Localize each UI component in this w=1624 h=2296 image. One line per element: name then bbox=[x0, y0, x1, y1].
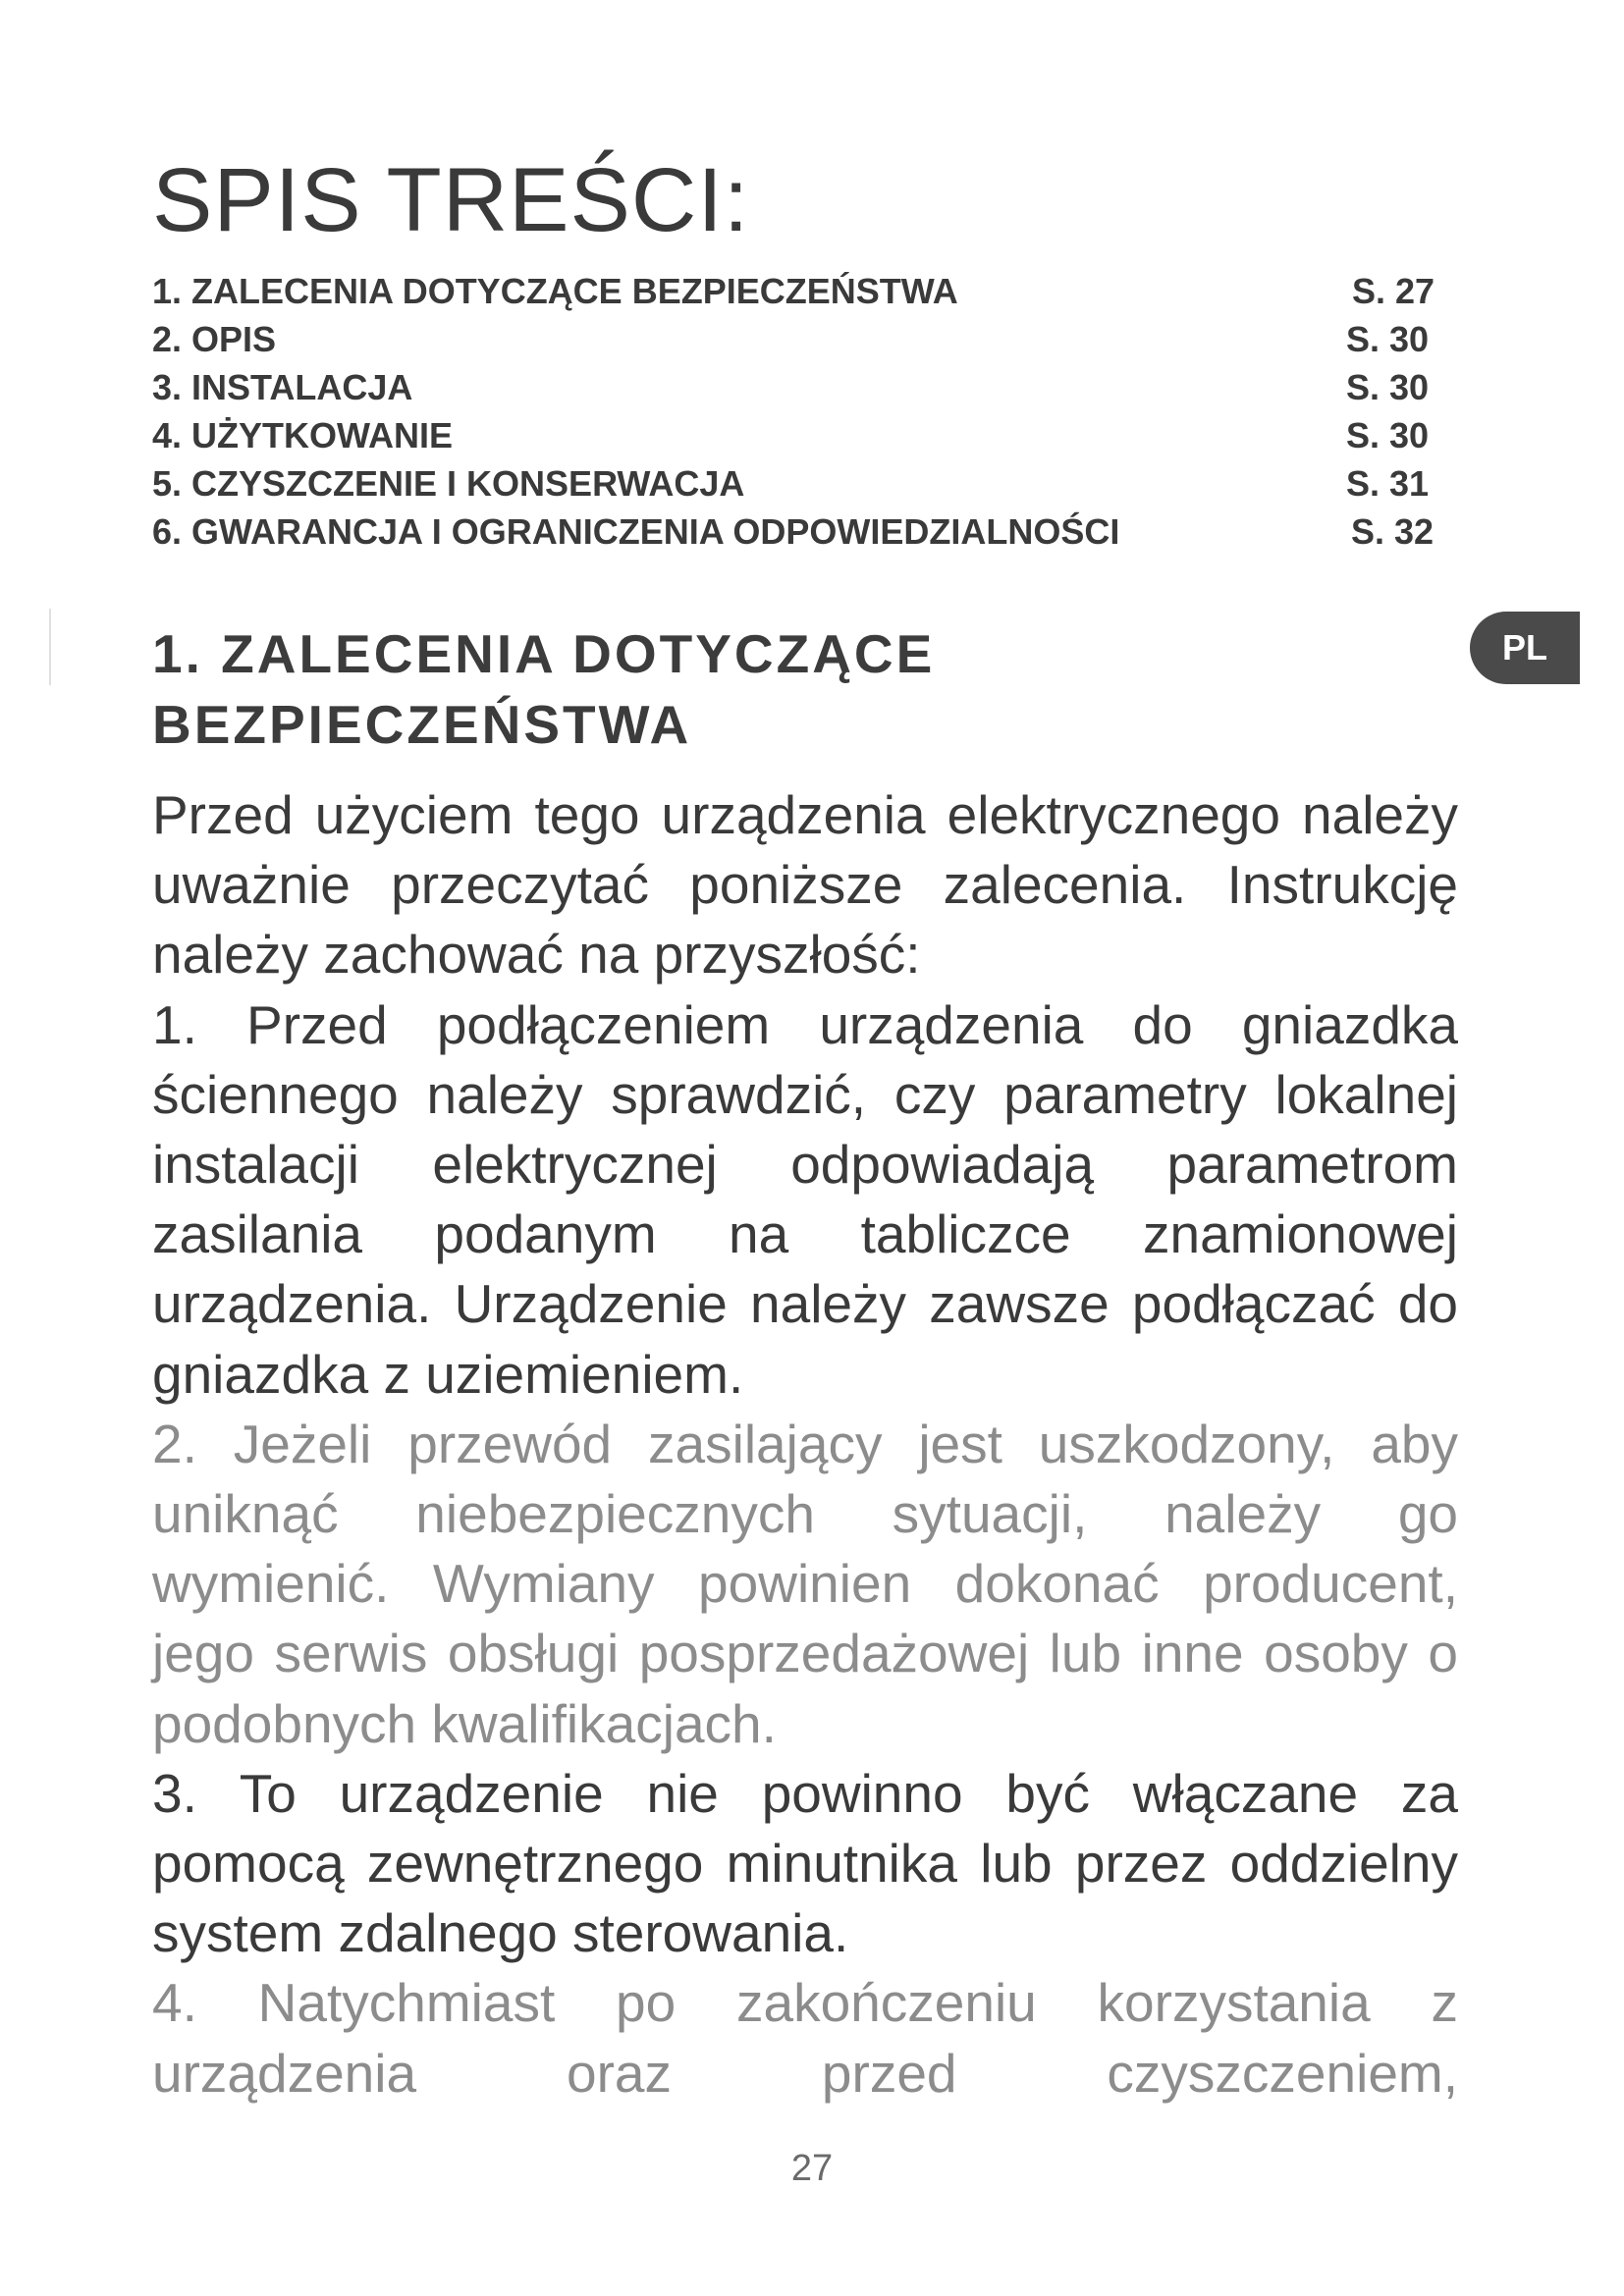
toc-item-page: S. 30 bbox=[1345, 367, 1429, 407]
toc-item-page: S. 31 bbox=[1345, 463, 1429, 504]
toc-item-page: S. 32 bbox=[1350, 511, 1434, 552]
section-heading bbox=[152, 618, 1429, 760]
toc-item-page: S. 30 bbox=[1345, 415, 1429, 455]
toc-item-label: 1. ZALECENIA DOTYCZĄCE BEZPIECZEŃSTWA bbox=[152, 271, 958, 311]
toc-item[interactable] bbox=[152, 459, 1429, 507]
toc-item-page: S. 30 bbox=[1345, 319, 1429, 359]
language-tab[interactable]: PL bbox=[1470, 612, 1580, 684]
toc-item-label: 2. OPIS bbox=[152, 319, 277, 359]
toc-item-label: 6. GWARANCJA I OGRANICZENIA ODPOWIEDZIALNOŚCI bbox=[152, 511, 1120, 552]
margin-divider bbox=[49, 609, 51, 685]
section-heading-line: BEZPIECZEŃSTWA bbox=[152, 694, 692, 755]
page-number: 27 bbox=[790, 2148, 834, 2189]
safety-item-2: 2. Jeżeli przewód zasilający jest uszkodzony, aby uniknąć niebezpiecznych sytuacji, należy go wymienić. Wymiany powinien dokonać producent, jego serwis obsługi posprzedażowej lub inne osoby o podobnych kwalifikacjach. bbox=[152, 1413, 1458, 1754]
toc-item[interactable] bbox=[152, 363, 1429, 411]
toc-item[interactable] bbox=[152, 267, 1435, 315]
toc-item-page: S. 27 bbox=[1351, 271, 1435, 311]
section-body bbox=[152, 780, 1458, 2109]
toc-item[interactable] bbox=[152, 507, 1434, 556]
safety-item-4: 4. Natychmiast po zakończeniu korzystania z urządzenia oraz przed czyszczeniem, bbox=[152, 1972, 1458, 2104]
toc-item[interactable] bbox=[152, 411, 1429, 459]
toc-title: SPIS TREŚCI: bbox=[152, 150, 750, 250]
safety-item-1: 1. Przed podłączeniem urządzenia do gniazdka ściennego należy sprawdzić, czy parametry lokalnej instalacji elektrycznej odpowiadają parametrom zasilania podanym na tabliczce znamionowej urządzenia. Urządzenie należy zawsze podłączać do gniazdka z uziemieniem. bbox=[152, 993, 1458, 1405]
toc-item[interactable] bbox=[152, 315, 1429, 363]
table-of-contents bbox=[152, 267, 1435, 556]
toc-item-label: 3. INSTALACJA bbox=[152, 367, 413, 407]
intro-paragraph: Przed użyciem tego urządzenia elektrycznego należy uważnie przeczytać poniższe zalecenia. Instrukcję należy zachować na przyszłość: bbox=[152, 784, 1458, 986]
safety-item-3: 3. To urządzenie nie powinno być włączane za pomocą zewnętrznego minutnika lub przez oddzielny system zdalnego sterowania. bbox=[152, 1762, 1458, 1964]
toc-item-label: 5. CZYSZCZENIE I KONSERWACJA bbox=[152, 463, 745, 504]
toc-item-label: 4. UŻYTKOWANIE bbox=[152, 415, 454, 455]
section-heading-line: 1. ZALECENIA DOTYCZĄCE bbox=[152, 623, 936, 684]
